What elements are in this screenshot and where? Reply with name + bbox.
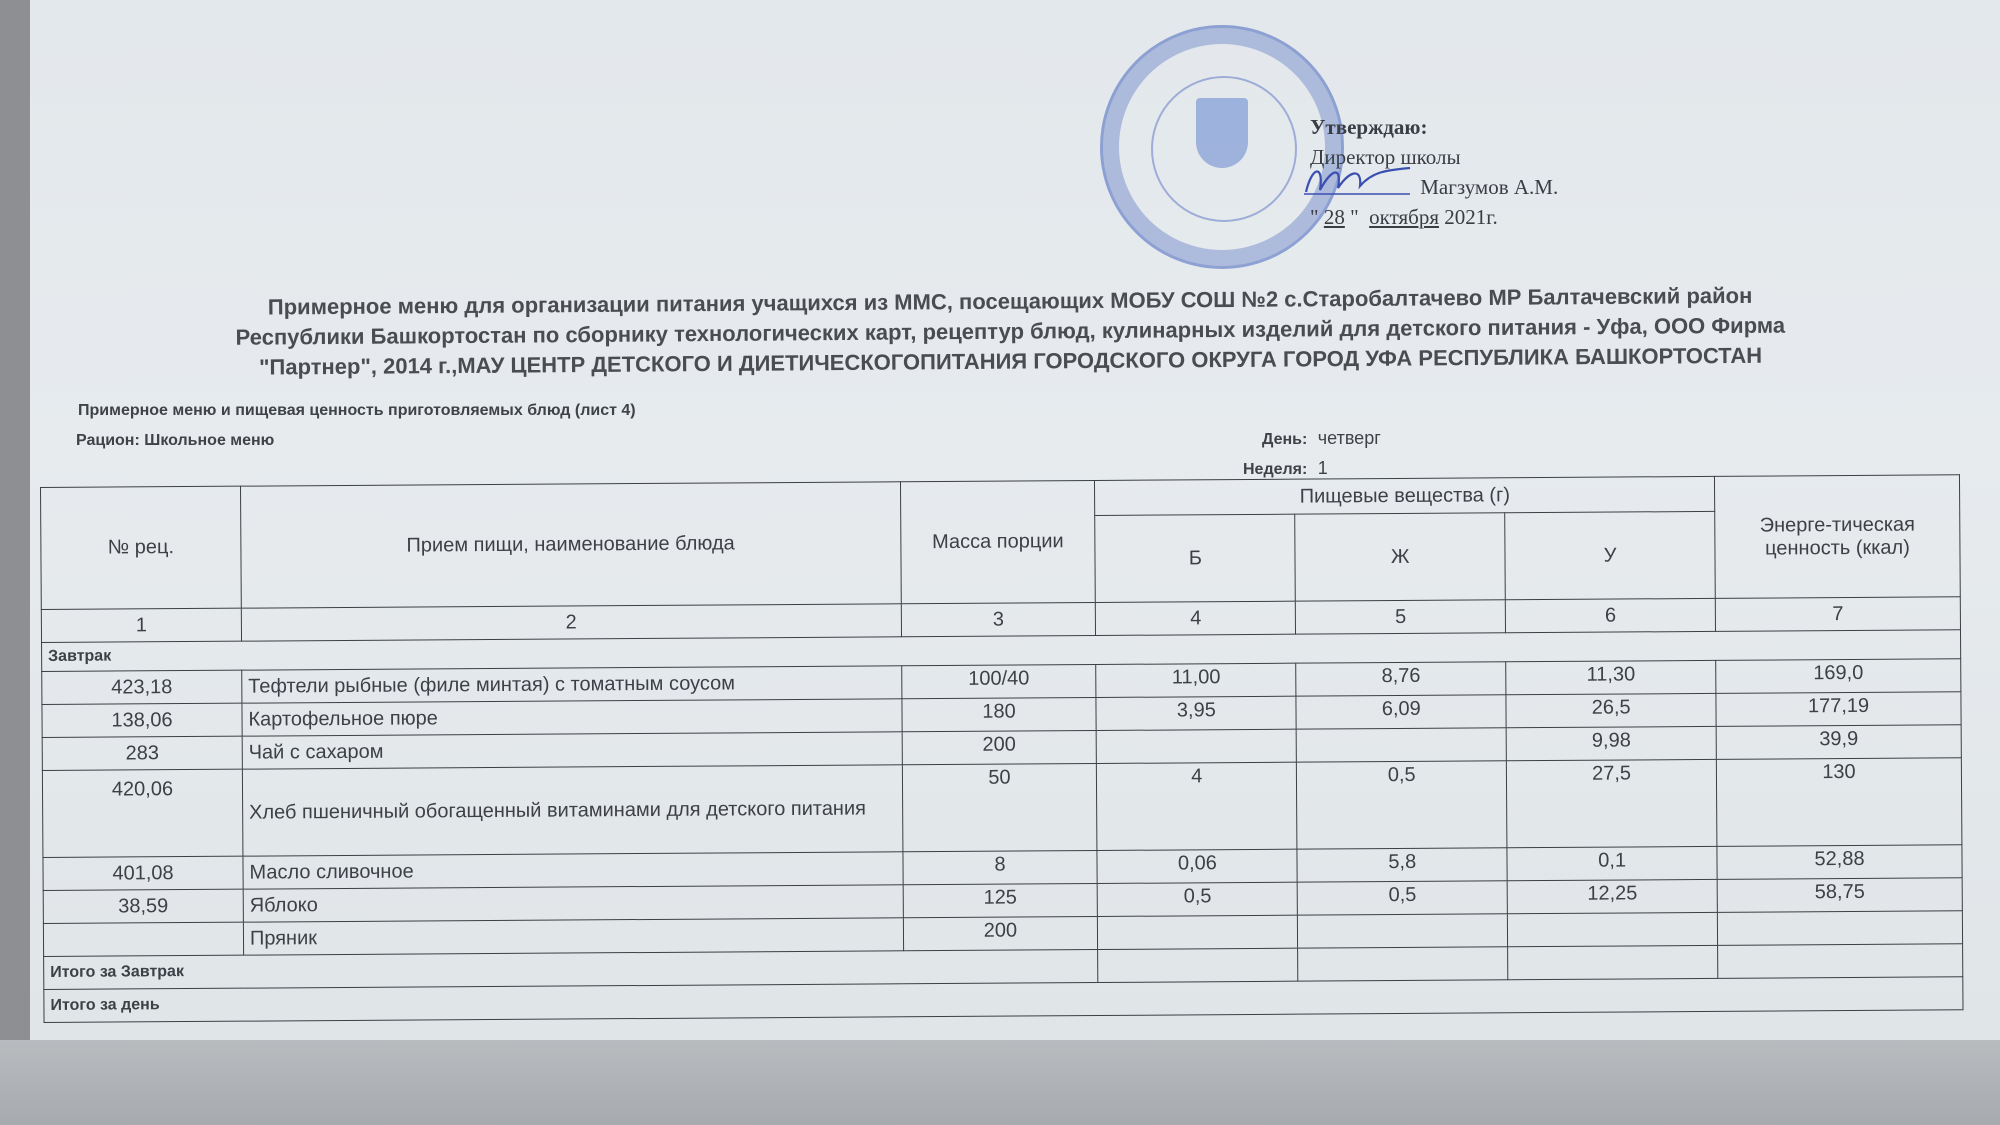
cell-b <box>1097 729 1297 763</box>
cell-kcal: 52,88 <box>1717 845 1962 880</box>
column-number: 4 <box>1096 601 1296 635</box>
cell-kcal: 130 <box>1716 758 1962 847</box>
cell-rec: 38,59 <box>43 889 243 923</box>
cell-zh: 0,5 <box>1297 761 1507 849</box>
header-u: У <box>1505 511 1715 599</box>
cell-mass: 200 <box>903 916 1098 950</box>
total-meal-b <box>1098 948 1298 982</box>
header-dish: Прием пищи, наименование блюда <box>240 482 900 608</box>
cell-dish: Яблоко <box>243 885 903 922</box>
subtitle: Примерное меню и пищевая ценность приготовляемых блюд (лист 4) <box>78 402 636 419</box>
cell-dish: Пряник <box>243 918 903 955</box>
cell-zh: 0,5 <box>1297 881 1507 915</box>
table-row <box>42 758 1962 858</box>
header-b: Б <box>1095 514 1295 602</box>
header-nutrients: Пищевые вещества (г) <box>1095 476 1715 515</box>
cell-mass: 200 <box>902 730 1097 764</box>
cell-rec <box>43 922 243 956</box>
cell-kcal: 39,9 <box>1716 725 1961 760</box>
total-meal-kcal <box>1718 944 1963 979</box>
cell-dish: Картофельное пюре <box>242 699 902 736</box>
cell-u: 9,98 <box>1506 726 1716 760</box>
week-label: Неделя: <box>1243 461 1308 478</box>
total-meal-u <box>1508 945 1718 979</box>
total-meal-label: Итого за Завтрак <box>44 949 1099 989</box>
cell-rec: 283 <box>42 736 242 770</box>
cell-u: 27,5 <box>1507 759 1717 847</box>
page-fold-edge <box>0 1040 2000 1125</box>
column-number: 3 <box>901 603 1096 637</box>
cell-b: 0,06 <box>1097 849 1297 883</box>
cell-rec: 401,08 <box>43 856 243 890</box>
cell-zh <box>1298 914 1508 948</box>
cell-b: 4 <box>1097 762 1297 850</box>
cell-zh <box>1296 728 1506 762</box>
cell-mass: 100/40 <box>901 664 1096 698</box>
title-line-1: Примерное меню для организации питания учащихся из ММС, посещающих МОБУ СОШ №2 с.Старобалтачево МР Балтачевский район <box>267 282 1753 320</box>
official-seal-stamp <box>1100 25 1344 269</box>
day-value: четверг <box>1317 428 1381 448</box>
header-energy: Энерге-тическая ценность (ккал) <box>1715 475 1961 599</box>
column-number: 2 <box>241 604 901 641</box>
approval-date-year: 2021г. <box>1444 205 1498 229</box>
header-zh: Ж <box>1295 513 1505 601</box>
column-number: 1 <box>41 608 241 642</box>
column-number: 6 <box>1505 598 1715 632</box>
approval-date-month: октября <box>1369 205 1439 229</box>
cell-u: 11,30 <box>1506 660 1716 694</box>
cell-dish: Хлеб пшеничный обогащенный витаминами для детского питания <box>242 765 902 856</box>
cell-dish: Масло сливочное <box>243 852 903 889</box>
approval-date-day: 28 <box>1323 205 1345 229</box>
document-title <box>80 279 1941 384</box>
total-meal-zh <box>1298 947 1508 981</box>
title-line-3: "Партнер", 2014 г.,МАУ ЦЕНТР ДЕТСКОГО И ДИЕТИЧЕСКОГОПИТАНИЯ ГОРОДСКОГО ОКРУГА ГОРОД УФА РЕСПУБЛИКА БАШКОРТОСТАН <box>258 342 1763 380</box>
cell-kcal <box>1717 911 1962 946</box>
total-day-label: Итого за день <box>44 977 1963 1023</box>
menu-table-wrapper <box>40 474 1964 1023</box>
cell-b: 11,00 <box>1096 663 1296 697</box>
cell-zh: 5,8 <box>1297 848 1507 882</box>
cell-u <box>1508 912 1718 946</box>
week-field <box>1243 458 1328 479</box>
cell-u: 26,5 <box>1506 693 1716 727</box>
cell-mass: 8 <box>902 850 1097 884</box>
seal-emblem-icon <box>1196 98 1248 168</box>
cell-rec: 138,06 <box>42 703 242 737</box>
ration-field <box>76 432 274 450</box>
cell-u: 0,1 <box>1507 846 1717 880</box>
cell-u: 12,25 <box>1507 879 1717 913</box>
cell-zh: 8,76 <box>1296 662 1506 696</box>
cell-kcal: 169,0 <box>1716 659 1961 694</box>
header-rec: № рец. <box>41 486 242 609</box>
cell-dish: Чай с сахаром <box>242 732 902 769</box>
cell-rec: 420,06 <box>42 769 242 857</box>
approval-name: Магзумов А.М. <box>1420 175 1559 199</box>
cell-zh: 6,09 <box>1296 695 1506 729</box>
column-number: 5 <box>1296 600 1506 634</box>
cell-kcal: 58,75 <box>1717 878 1962 913</box>
approval-date: " 28 " октября 2021г. <box>1310 205 1498 229</box>
cell-b: 3,95 <box>1096 696 1296 730</box>
menu-table <box>40 474 1964 1023</box>
director-signature <box>1302 160 1412 200</box>
cell-mass: 50 <box>902 763 1097 851</box>
ration-label: Рацион: <box>76 432 140 449</box>
cell-mass: 125 <box>903 883 1098 917</box>
cell-b <box>1098 915 1298 949</box>
cell-kcal: 177,19 <box>1716 692 1961 727</box>
cell-mass: 180 <box>901 697 1096 731</box>
week-value: 1 <box>1317 458 1328 478</box>
day-field <box>1262 428 1381 449</box>
column-number: 7 <box>1715 597 1960 632</box>
day-label: День: <box>1262 431 1308 448</box>
approval-position: Директор школы <box>1310 145 1461 169</box>
approval-heading: Утверждаю: <box>1310 115 1428 139</box>
section-title: Завтрак <box>42 630 1961 672</box>
cell-dish: Тефтели рыбные (филе минтая) с томатным соусом <box>242 666 902 703</box>
header-mass: Масса порции <box>900 481 1096 604</box>
cell-b: 0,5 <box>1098 882 1298 916</box>
title-line-2: Республики Башкортостан по сборнику технологических карт, рецептур блюд, кулинарных изделий для детского питания - Уфа, ООО Фирма <box>235 312 1786 350</box>
ration-value: Школьное меню <box>144 432 275 449</box>
cell-rec: 423,18 <box>42 670 242 704</box>
